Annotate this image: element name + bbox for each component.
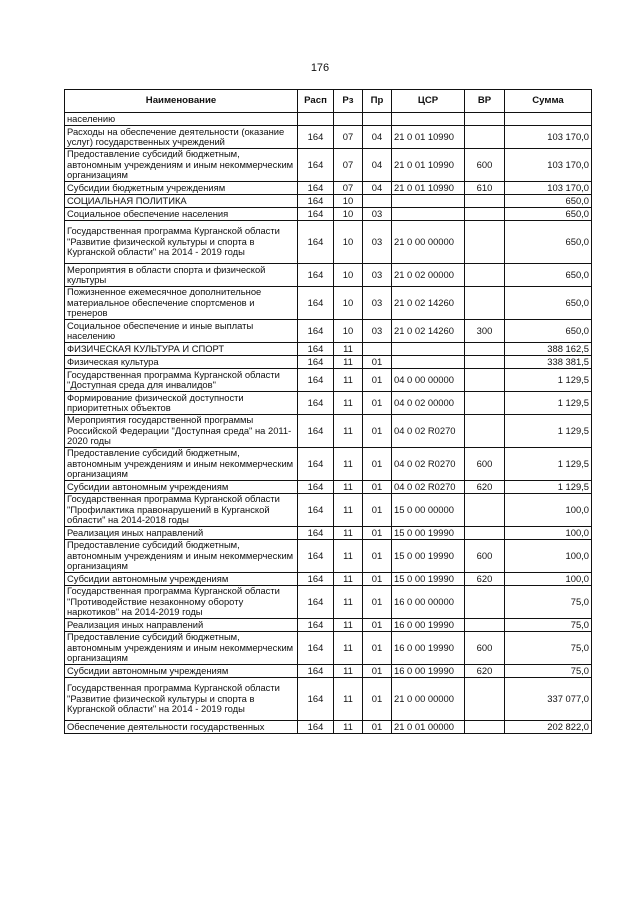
cell-sum: 1 129,5 — [505, 448, 592, 481]
cell-csr: 21 0 01 00000 — [392, 721, 465, 734]
cell-vr — [465, 208, 505, 221]
table-row — [65, 527, 592, 540]
cell-rasp: 164 — [298, 356, 334, 369]
cell-sum: 1 129,5 — [505, 369, 592, 392]
cell-csr — [392, 356, 465, 369]
cell-csr: 15 0 00 19990 — [392, 540, 465, 573]
table-row — [65, 126, 592, 149]
cell-name: Предоставление субсидий бюджетным, автономным учреждениям и иным некоммерческим организациям — [65, 540, 298, 573]
cell-name: Предоставление субсидий бюджетным, автономным учреждениям и иным некоммерческим организациям — [65, 632, 298, 665]
cell-rasp: 164 — [298, 208, 334, 221]
cell-name: Социальное обеспечение населения — [65, 208, 298, 221]
cell-rasp: 164 — [298, 527, 334, 540]
cell-rasp: 164 — [298, 415, 334, 448]
cell-name: Субсидии автономным учреждениям — [65, 665, 298, 678]
cell-sum: 650,0 — [505, 320, 592, 343]
cell-sum: 650,0 — [505, 208, 592, 221]
cell-pr: 01 — [363, 481, 392, 494]
cell-rasp: 164 — [298, 540, 334, 573]
cell-rz: 11 — [334, 356, 363, 369]
cell-sum: 650,0 — [505, 287, 592, 320]
cell-rz: 11 — [334, 369, 363, 392]
cell-pr: 01 — [363, 392, 392, 415]
cell-name: Реализация иных направлений — [65, 619, 298, 632]
cell-sum: 650,0 — [505, 264, 592, 287]
cell-rz: 07 — [334, 126, 363, 149]
cell-name: Предоставление субсидий бюджетным, автономным учреждениям и иным некоммерческим организациям — [65, 149, 298, 182]
cell-csr: 21 0 00 00000 — [392, 221, 465, 264]
cell-vr — [465, 369, 505, 392]
cell-csr: 04 0 02 R0270 — [392, 415, 465, 448]
cell-pr: 01 — [363, 619, 392, 632]
cell-pr: 01 — [363, 678, 392, 721]
cell-csr: 16 0 00 19990 — [392, 619, 465, 632]
cell-csr: 16 0 00 19990 — [392, 632, 465, 665]
cell-vr — [465, 619, 505, 632]
table-row — [65, 494, 592, 527]
cell-vr: 600 — [465, 540, 505, 573]
cell-pr — [363, 195, 392, 208]
cell-rasp: 164 — [298, 481, 334, 494]
table-row — [65, 113, 592, 126]
cell-sum: 1 129,5 — [505, 415, 592, 448]
table-body — [65, 113, 592, 734]
budget-table — [64, 89, 592, 734]
cell-csr — [392, 208, 465, 221]
cell-sum: 388 162,5 — [505, 343, 592, 356]
cell-pr: 03 — [363, 320, 392, 343]
cell-rasp: 164 — [298, 448, 334, 481]
cell-sum: 100,0 — [505, 540, 592, 573]
cell-vr — [465, 287, 505, 320]
table-row — [65, 320, 592, 343]
cell-vr — [465, 415, 505, 448]
cell-vr — [465, 392, 505, 415]
cell-csr: 21 0 01 10990 — [392, 149, 465, 182]
cell-vr — [465, 264, 505, 287]
cell-name: Предоставление субсидий бюджетным, автономным учреждениям и иным некоммерческим организациям — [65, 448, 298, 481]
cell-pr: 03 — [363, 221, 392, 264]
cell-rz: 10 — [334, 264, 363, 287]
cell-rz: 11 — [334, 415, 363, 448]
table-row — [65, 573, 592, 586]
cell-rz: 11 — [334, 527, 363, 540]
cell-vr: 600 — [465, 632, 505, 665]
cell-rasp: 164 — [298, 149, 334, 182]
header-vr: ВР — [465, 90, 505, 113]
cell-rasp: 164 — [298, 632, 334, 665]
cell-rz: 11 — [334, 494, 363, 527]
table-row — [65, 287, 592, 320]
cell-name: Государственная программа Курганской области "Развитие физической культуры и спорта в Курганской области" на 2014 - 2019 годы — [65, 221, 298, 264]
cell-rz: 10 — [334, 221, 363, 264]
cell-rz — [334, 113, 363, 126]
cell-sum: 337 077,0 — [505, 678, 592, 721]
table-row — [65, 369, 592, 392]
cell-rasp: 164 — [298, 721, 334, 734]
cell-name: СОЦИАЛЬНАЯ ПОЛИТИКА — [65, 195, 298, 208]
cell-pr: 01 — [363, 665, 392, 678]
cell-pr: 03 — [363, 264, 392, 287]
cell-vr — [465, 721, 505, 734]
cell-rasp: 164 — [298, 195, 334, 208]
table-row — [65, 195, 592, 208]
cell-sum: 1 129,5 — [505, 481, 592, 494]
cell-name: Формирование физической доступности приоритетных объектов — [65, 392, 298, 415]
cell-pr: 01 — [363, 448, 392, 481]
cell-rasp — [298, 113, 334, 126]
table-row — [65, 343, 592, 356]
header-rz: Рз — [334, 90, 363, 113]
header-rasp: Расп — [298, 90, 334, 113]
cell-rz: 11 — [334, 632, 363, 665]
cell-rz: 11 — [334, 540, 363, 573]
cell-pr: 01 — [363, 494, 392, 527]
table-row — [65, 721, 592, 734]
cell-sum: 103 170,0 — [505, 182, 592, 195]
cell-vr — [465, 343, 505, 356]
cell-name: Расходы на обеспечение деятельности (оказание услуг) государственных учреждений — [65, 126, 298, 149]
cell-rasp: 164 — [298, 586, 334, 619]
cell-vr: 620 — [465, 573, 505, 586]
cell-csr: 21 0 00 00000 — [392, 678, 465, 721]
table-row — [65, 392, 592, 415]
table-row — [65, 678, 592, 721]
cell-sum: 1 129,5 — [505, 392, 592, 415]
table-row — [65, 632, 592, 665]
cell-csr: 16 0 00 19990 — [392, 665, 465, 678]
table-row — [65, 221, 592, 264]
cell-rasp: 164 — [298, 221, 334, 264]
cell-rasp: 164 — [298, 678, 334, 721]
cell-sum — [505, 113, 592, 126]
cell-name: Физическая культура — [65, 356, 298, 369]
cell-rz: 11 — [334, 481, 363, 494]
cell-csr: 15 0 00 19990 — [392, 573, 465, 586]
cell-vr: 600 — [465, 149, 505, 182]
cell-vr — [465, 113, 505, 126]
table-row — [65, 149, 592, 182]
cell-pr: 03 — [363, 287, 392, 320]
cell-name: Социальное обеспечение и иные выплаты населению — [65, 320, 298, 343]
table-row — [65, 356, 592, 369]
table-row — [65, 586, 592, 619]
cell-sum: 100,0 — [505, 494, 592, 527]
cell-rasp: 164 — [298, 619, 334, 632]
cell-name: Государственная программа Курганской области "Развитие физической культуры и спорта в Курганской области" на 2014 - 2019 годы — [65, 678, 298, 721]
cell-rasp: 164 — [298, 320, 334, 343]
cell-rz: 07 — [334, 182, 363, 195]
cell-rz: 07 — [334, 149, 363, 182]
cell-rasp: 164 — [298, 343, 334, 356]
cell-vr: 620 — [465, 665, 505, 678]
cell-pr: 01 — [363, 573, 392, 586]
cell-sum: 650,0 — [505, 221, 592, 264]
cell-name: Реализация иных направлений — [65, 527, 298, 540]
cell-sum: 202 822,0 — [505, 721, 592, 734]
cell-vr — [465, 586, 505, 619]
cell-csr: 21 0 01 10990 — [392, 182, 465, 195]
table-row — [65, 208, 592, 221]
header-pr: Пр — [363, 90, 392, 113]
cell-rasp: 164 — [298, 665, 334, 678]
cell-pr: 01 — [363, 586, 392, 619]
cell-csr: 04 0 00 00000 — [392, 369, 465, 392]
cell-rz: 11 — [334, 665, 363, 678]
cell-pr: 04 — [363, 182, 392, 195]
cell-name: Мероприятия в области спорта и физической культуры — [65, 264, 298, 287]
cell-name: Государственная программа Курганской области "Противодействие незаконному обороту наркотиков" на 2014-2019 годы — [65, 586, 298, 619]
table-row — [65, 264, 592, 287]
cell-sum: 75,0 — [505, 632, 592, 665]
cell-pr: 01 — [363, 356, 392, 369]
cell-name: ФИЗИЧЕСКАЯ КУЛЬТУРА И СПОРТ — [65, 343, 298, 356]
cell-rasp: 164 — [298, 369, 334, 392]
cell-rz: 11 — [334, 586, 363, 619]
cell-name: населению — [65, 113, 298, 126]
cell-csr: 15 0 00 00000 — [392, 494, 465, 527]
header-name: Наименование — [65, 90, 298, 113]
cell-rz: 10 — [334, 195, 363, 208]
cell-rasp: 164 — [298, 264, 334, 287]
cell-rz: 11 — [334, 619, 363, 632]
cell-vr — [465, 356, 505, 369]
cell-rz: 10 — [334, 208, 363, 221]
cell-name: Государственная программа Курганской области "Профилактика правонарушений в Курганской области" на 2014-2018 годы — [65, 494, 298, 527]
cell-vr — [465, 221, 505, 264]
cell-csr: 15 0 00 19990 — [392, 527, 465, 540]
cell-rz: 11 — [334, 678, 363, 721]
table-header-row — [65, 90, 592, 113]
cell-name: Субсидии автономным учреждениям — [65, 481, 298, 494]
cell-sum: 75,0 — [505, 586, 592, 619]
page-number: 176 — [310, 62, 330, 74]
cell-csr: 04 0 02 00000 — [392, 392, 465, 415]
cell-csr: 04 0 02 R0270 — [392, 448, 465, 481]
cell-rasp: 164 — [298, 126, 334, 149]
cell-rasp: 164 — [298, 573, 334, 586]
cell-sum: 650,0 — [505, 195, 592, 208]
cell-rz: 11 — [334, 721, 363, 734]
header-csr: ЦСР — [392, 90, 465, 113]
cell-name: Обеспечение деятельности государственных — [65, 721, 298, 734]
cell-csr — [392, 195, 465, 208]
cell-sum: 75,0 — [505, 619, 592, 632]
cell-name: Субсидии бюджетным учреждениям — [65, 182, 298, 195]
cell-name: Мероприятия государственной программы Российской Федерации "Доступная среда" на 2011-2020 годы — [65, 415, 298, 448]
cell-pr — [363, 343, 392, 356]
cell-csr: 04 0 02 R0270 — [392, 481, 465, 494]
cell-csr: 21 0 01 10990 — [392, 126, 465, 149]
cell-pr: 01 — [363, 369, 392, 392]
cell-vr: 300 — [465, 320, 505, 343]
cell-name: Государственная программа Курганской области "Доступная среда для инвалидов" — [65, 369, 298, 392]
cell-csr — [392, 113, 465, 126]
cell-csr — [392, 343, 465, 356]
cell-csr: 21 0 02 00000 — [392, 264, 465, 287]
cell-vr — [465, 195, 505, 208]
table-row — [65, 448, 592, 481]
cell-pr: 01 — [363, 721, 392, 734]
table-row — [65, 182, 592, 195]
cell-csr: 21 0 02 14260 — [392, 320, 465, 343]
table-row — [65, 415, 592, 448]
cell-rz: 11 — [334, 392, 363, 415]
cell-pr: 01 — [363, 527, 392, 540]
cell-rasp: 164 — [298, 182, 334, 195]
header-sum: Сумма — [505, 90, 592, 113]
cell-pr: 03 — [363, 208, 392, 221]
cell-csr: 16 0 00 00000 — [392, 586, 465, 619]
cell-sum: 103 170,0 — [505, 126, 592, 149]
cell-vr — [465, 494, 505, 527]
cell-name: Пожизненное ежемесячное дополнительное материальное обеспечение спортсменов и тренеров — [65, 287, 298, 320]
cell-vr — [465, 678, 505, 721]
cell-sum: 100,0 — [505, 527, 592, 540]
cell-sum: 75,0 — [505, 665, 592, 678]
cell-rasp: 164 — [298, 287, 334, 320]
cell-vr: 610 — [465, 182, 505, 195]
cell-pr: 01 — [363, 540, 392, 573]
cell-sum: 103 170,0 — [505, 149, 592, 182]
cell-pr: 01 — [363, 632, 392, 665]
cell-rz: 11 — [334, 448, 363, 481]
cell-pr: 01 — [363, 415, 392, 448]
cell-rz: 11 — [334, 573, 363, 586]
cell-vr: 600 — [465, 448, 505, 481]
table-row — [65, 619, 592, 632]
cell-pr: 04 — [363, 149, 392, 182]
cell-pr: 04 — [363, 126, 392, 149]
cell-vr — [465, 527, 505, 540]
cell-rasp: 164 — [298, 392, 334, 415]
cell-name: Субсидии автономным учреждениям — [65, 573, 298, 586]
cell-vr — [465, 126, 505, 149]
table-row — [65, 540, 592, 573]
cell-sum: 100,0 — [505, 573, 592, 586]
cell-vr: 620 — [465, 481, 505, 494]
cell-sum: 338 381,5 — [505, 356, 592, 369]
cell-rz: 11 — [334, 343, 363, 356]
cell-rz: 10 — [334, 320, 363, 343]
cell-rasp: 164 — [298, 494, 334, 527]
cell-csr: 21 0 02 14260 — [392, 287, 465, 320]
cell-pr — [363, 113, 392, 126]
table-row — [65, 665, 592, 678]
cell-rz: 10 — [334, 287, 363, 320]
table-row — [65, 481, 592, 494]
